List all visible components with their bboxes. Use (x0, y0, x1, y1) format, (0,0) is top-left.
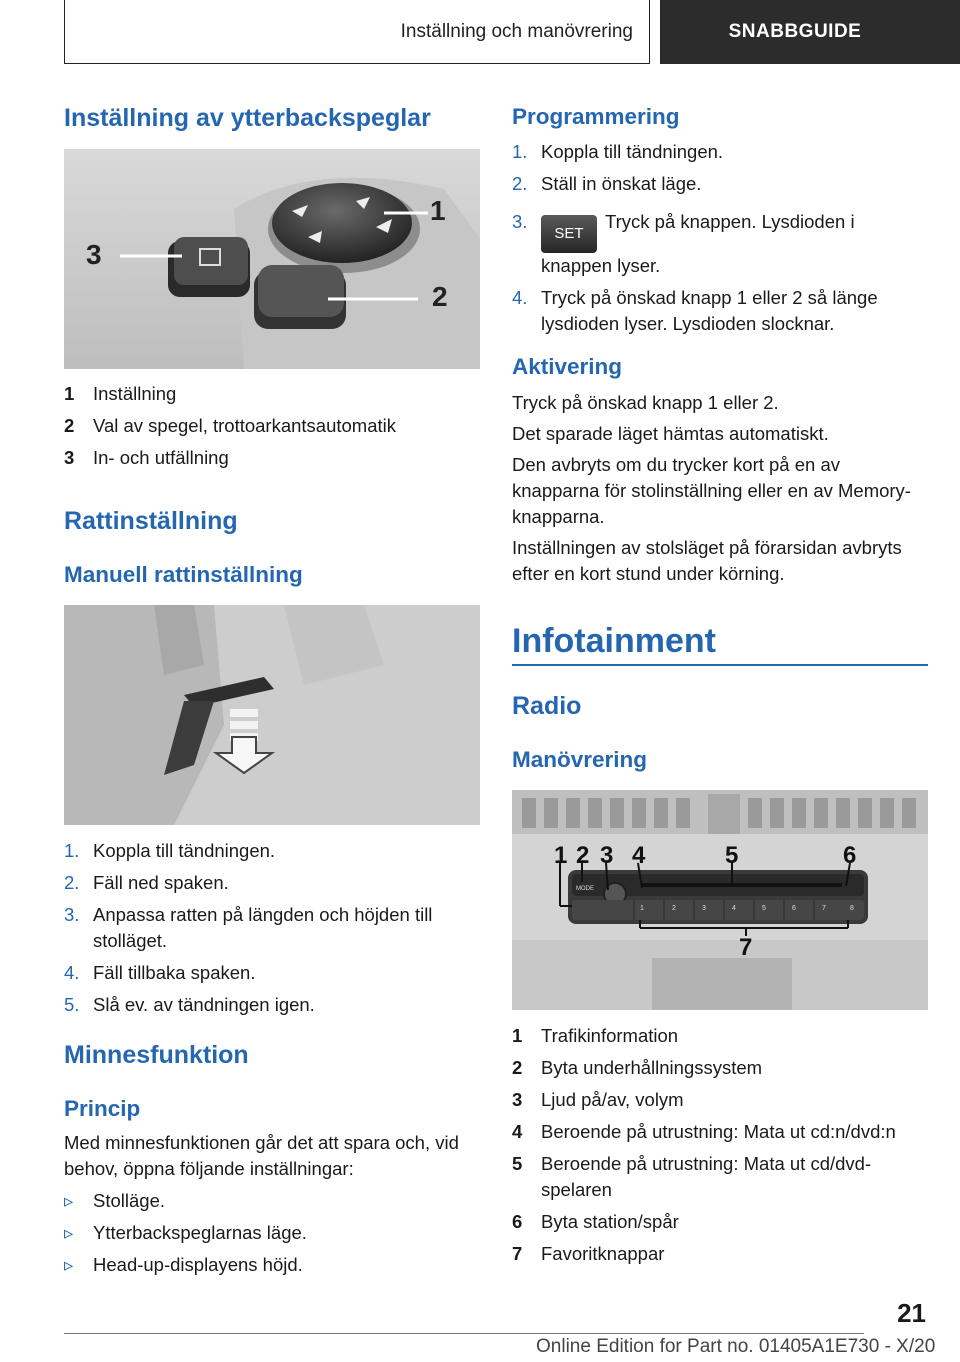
bullet-text: Stolläge. (93, 1190, 165, 1211)
memory-subheading: Princip (64, 1096, 141, 1121)
bullet-item (64, 1252, 480, 1278)
header-guide-tab (660, 0, 960, 64)
step-num: 1. (64, 840, 80, 861)
step-num: 3. (64, 904, 80, 925)
step-item (64, 902, 480, 954)
activation-p2: Det sparade läget hämtas automatiskt. (512, 423, 829, 444)
mirrors-heading: Inställning av ytterbackspeglar (64, 104, 431, 132)
steering-heading: Rattinställning (64, 507, 238, 535)
radio-callout-6: 6 (843, 842, 857, 869)
legend-text: Beroende på utrustning: Mata ut cd:n/dvd:n (541, 1121, 896, 1142)
step-text: Ställ in önskat läge. (541, 173, 702, 194)
preset-label: 3 (702, 905, 706, 912)
callout-1: 1 (430, 195, 446, 226)
legend-item (512, 1023, 928, 1049)
step-num: 1. (512, 141, 528, 162)
memory-intro: Med minnesfunktionen går det att spara och, vid behov, öppna följande inställningar: (64, 1132, 459, 1179)
legend-text: In- och utfällning (93, 447, 229, 468)
legend-item (512, 1087, 928, 1113)
legend-text: Beroende på utrustning: Mata ut cd/dvd-spelaren (541, 1153, 872, 1200)
legend-text: Inställning (93, 383, 177, 404)
bullet-text: Ytterbackspeglarnas läge. (93, 1222, 307, 1243)
step-item (512, 171, 928, 197)
legend-item (512, 1055, 928, 1081)
step-item (512, 209, 928, 279)
step-num: 5. (64, 994, 80, 1015)
activation-p3: Den avbryts om du trycker kort på en av knapparna för stolinställning eller en av Memory-knapparna. (512, 454, 911, 527)
activation-p4: Inställningen av stolsläget på förarsidan avbryts efter en kort stund under körning. (512, 537, 902, 584)
step-text: Slå ev. av tändningen igen. (93, 994, 315, 1015)
step-item (64, 838, 480, 864)
legend-num: 4 (512, 1121, 523, 1142)
memory-heading: Minnesfunktion (64, 1041, 249, 1069)
legend-num: 7 (512, 1243, 523, 1264)
preset-label: 8 (850, 905, 854, 912)
radio-callout-2: 2 (576, 842, 590, 869)
page-number: 21 (897, 1298, 926, 1328)
bullet-item (64, 1188, 480, 1214)
legend-text: Trafikinformation (541, 1025, 679, 1046)
preset-label: 7 (822, 905, 826, 912)
programming-heading: Programmering (512, 104, 680, 129)
step-item (64, 960, 480, 986)
triangle-right-icon: ▹ (64, 1222, 74, 1243)
step-text: Tryck på knappen. Lysdioden i knappen lyser. (541, 211, 855, 276)
radio-subheading: Manövrering (512, 747, 648, 772)
legend-item (64, 445, 480, 471)
header-section-label: Inställning och manövrering (400, 20, 633, 42)
legend-item (512, 1119, 928, 1145)
step-text: Anpassa ratten på längden och höjden till stolläget. (93, 904, 433, 951)
legend-num: 1 (512, 1025, 523, 1046)
preset-label: 2 (672, 905, 676, 912)
step-num: 3. (512, 211, 528, 232)
mode-label: MODE (576, 886, 594, 892)
set-button-icon: SET (541, 215, 597, 253)
programming-steps (512, 139, 928, 343)
mirrors-legend (64, 381, 480, 477)
legend-item (64, 381, 480, 407)
legend-num: 6 (512, 1211, 523, 1232)
step-item (64, 992, 480, 1018)
radio-legend (512, 1023, 928, 1273)
legend-item (512, 1241, 928, 1267)
preset-label: 5 (762, 905, 766, 912)
legend-text: Byta station/spår (541, 1211, 679, 1232)
mirror-switch-image (64, 149, 480, 369)
legend-text: Val av spegel, trottoarkantsautomatik (93, 415, 397, 436)
header-section-title (64, 0, 650, 64)
step-num: 4. (64, 962, 80, 983)
step-text: Tryck på önskad knapp 1 eller 2 så länge lysdioden lyser. Lysdioden slocknar. (541, 287, 878, 334)
steering-lever-image (64, 605, 480, 825)
legend-item (64, 413, 480, 439)
step-num: 2. (512, 173, 528, 194)
legend-item (512, 1209, 928, 1235)
step-text: Fäll tillbaka spaken. (93, 962, 256, 983)
step-item (512, 285, 928, 337)
radio-heading: Radio (512, 692, 582, 720)
infotainment-rule (512, 664, 928, 666)
bullet-item (64, 1220, 480, 1246)
radio-panel-image (512, 790, 928, 1010)
legend-num: 3 (64, 447, 75, 468)
callout-3: 3 (86, 239, 102, 270)
preset-label: 4 (732, 905, 736, 912)
callout-2: 2 (432, 281, 448, 312)
step-num: 2. (64, 872, 80, 893)
steering-subheading: Manuell rattinställning (64, 562, 303, 587)
legend-num: 2 (64, 415, 75, 436)
legend-text: Favoritknappar (541, 1243, 665, 1264)
step-text: Fäll ned spaken. (93, 872, 229, 893)
step-item (512, 139, 928, 165)
triangle-right-icon: ▹ (64, 1190, 74, 1211)
legend-num: 5 (512, 1153, 523, 1174)
step-text: Koppla till tändningen. (541, 141, 724, 162)
radio-callout-7: 7 (739, 934, 753, 961)
activation-p1: Tryck på önskad knapp 1 eller 2. (512, 392, 779, 413)
step-item (64, 870, 480, 896)
radio-callout-4: 4 (632, 842, 646, 869)
legend-text: Byta underhållningssystem (541, 1057, 763, 1078)
radio-callout-3: 3 (600, 842, 614, 869)
radio-callout-5: 5 (725, 842, 739, 869)
legend-num: 3 (512, 1089, 523, 1110)
preset-label: 1 (640, 905, 644, 912)
infotainment-heading: Infotainment (512, 622, 716, 660)
preset-label: 6 (792, 905, 796, 912)
radio-callout-1: 1 (554, 842, 568, 869)
footer-edition: Online Edition for Part no. 01405A1E730 - X/20 (536, 1336, 936, 1357)
legend-text: Ljud på/av, volym (541, 1089, 684, 1110)
triangle-right-icon: ▹ (64, 1254, 74, 1275)
legend-item (512, 1151, 928, 1203)
footer-divider (64, 1333, 864, 1334)
activation-heading: Aktivering (512, 354, 623, 379)
steering-steps (64, 838, 480, 1024)
memory-bullets (64, 1188, 480, 1284)
legend-num: 2 (512, 1057, 523, 1078)
header-guide-label: SNABBGUIDE (728, 21, 862, 42)
step-num: 4. (512, 287, 528, 308)
bullet-text: Head-up-displayens höjd. (93, 1254, 303, 1275)
legend-num: 1 (64, 383, 75, 404)
step-text: Koppla till tändningen. (93, 840, 276, 861)
